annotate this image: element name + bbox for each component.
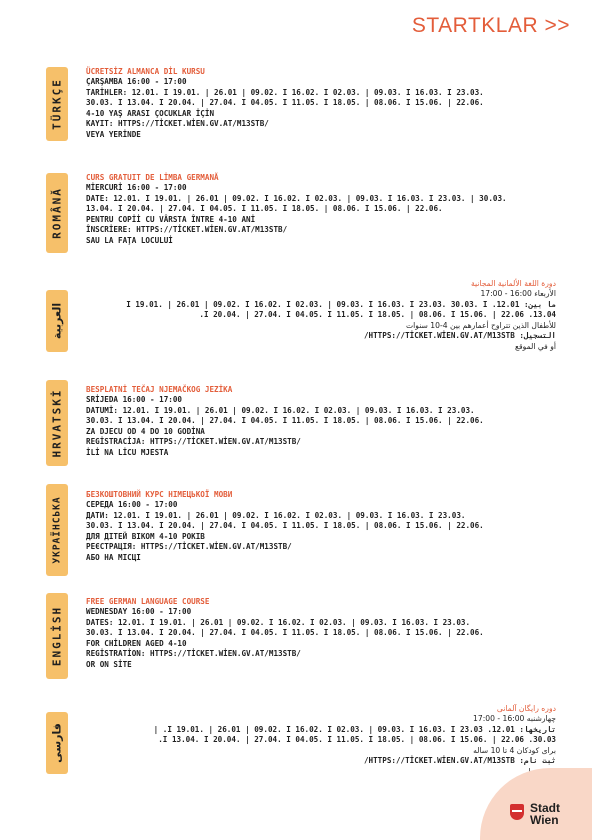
course-dates-cont: 13.04. I 20.04. | 27.04. I 04.05. I 11.05. I 18.05. | 08.06. I 15.06. | 22.06. bbox=[86, 204, 443, 213]
course-info bbox=[86, 67, 556, 140]
course-info bbox=[86, 385, 556, 458]
course-time: الأربعاء 16:00 - 17:00 bbox=[480, 289, 556, 298]
course-dates: ما بين: 12.01. I 19.01. | 26.01 | 09.02. I 16.02. I 02.03. | 09.03. I 16.03. I 23.03. 30.03. I bbox=[126, 299, 556, 309]
course-time: ÇARŞAMBA 16:00 - 17:00 bbox=[86, 77, 187, 86]
course-dates-cont: 30.03. I 13.04. I 20.04. | 27.04. I 04.05. I 11.05. I 18.05. | 08.06. I 15.06. | 22.06. bbox=[86, 628, 484, 637]
course-onsite bbox=[86, 767, 556, 778]
course-age: PENTRU COPİİ CU VÂRSTA ÎNTRE 4-10 ANİ bbox=[86, 214, 256, 224]
course-dates: ДАТИ: 12.01. I 19.01. | 26.01 | 09.02. I 16.02. I 02.03. | 09.03. I 16.03. I 23.03. bbox=[86, 510, 466, 520]
course-registration[interactable]: التسجيل: HTTPS://TİCKET.WİEN.GV.AT/M13STB/ bbox=[363, 331, 556, 340]
section-arabic bbox=[0, 276, 592, 374]
section-croatian bbox=[0, 382, 592, 480]
section-ukrainian bbox=[0, 488, 592, 586]
section-english bbox=[0, 594, 592, 692]
section-farsi bbox=[0, 700, 592, 798]
vienna-shield-icon bbox=[510, 804, 524, 820]
course-dates: DATE: 12.01. I 19.01. | 26.01 | 09.02. I 16.02. I 02.03. | 09.03. I 16.03. I 23.03. | 30.03. bbox=[86, 193, 507, 203]
course-onsite: АБО НА МІСЦІ bbox=[86, 552, 141, 562]
course-title: БЕЗКОШТОВНИЙ КУРС НІМЕЦЬКОЇ МОВИ bbox=[86, 490, 233, 499]
logo-text: Stadt Wien bbox=[530, 801, 560, 827]
course-onsite: SAU LA FAŢA LOCULUİ bbox=[86, 235, 173, 245]
section-romanian bbox=[0, 168, 592, 266]
course-info bbox=[86, 173, 556, 246]
course-age: برای کودکان 4 تا 10 ساله bbox=[473, 745, 556, 755]
course-info bbox=[86, 704, 556, 777]
course-registration[interactable]: REGİSTRATİON: HTTPS://TİCKET.WİEN.GV.AT/M13STB/ bbox=[86, 649, 301, 658]
language-tab-turkish: TÜRKÇE bbox=[46, 67, 68, 141]
course-registration[interactable]: ÎNSCRİERE: HTTPS://TİCKET.WİEN.GV.AT/M13STB/ bbox=[86, 225, 288, 234]
startklar-link[interactable]: STARTKLAR >> bbox=[411, 14, 570, 37]
course-dates-cont: 30.03. I 13.04. I 20.04. | 27.04. I 04.05. I 11.05. I 18.05. | 08.06. I 15.06. | 22.06. bbox=[158, 735, 556, 744]
course-registration[interactable]: ثبت نام: HTTPS://TİCKET.WİEN.GV.AT/M13STB/ bbox=[363, 756, 556, 765]
course-title: FREE GERMAN LANGUAGE COURSE bbox=[86, 597, 210, 606]
course-age: للأطفال الذين تتراوح أعمارهم بين 4-10 سنوات bbox=[406, 320, 556, 330]
course-info bbox=[86, 279, 556, 352]
course-age: ДЛЯ ДІТЕЙ ВІКОМ 4-10 РОКІВ bbox=[86, 531, 205, 541]
course-title: BESPLATNİ TEČAJ NJEMAČKOG JEZİKA bbox=[86, 385, 233, 394]
course-title: دورة اللغة الألمانية المجانية bbox=[470, 279, 556, 288]
course-time: چهارشنبه 16:00 - 17:00 bbox=[473, 714, 556, 723]
course-age: ZA DJECU OD 4 DO 10 GODİNA bbox=[86, 426, 205, 436]
course-dates-cont: 30.03. I 13.04. I 20.04. | 27.04. I 04.05. I 11.05. I 18.05. | 08.06. I 15.06. | 22.06. bbox=[86, 521, 484, 530]
course-dates-cont: 30.03. I 13.04. I 20.04. | 27.04. I 04.05. I 11.05. I 18.05. | 08.06. I 15.06. | 22.06. bbox=[86, 98, 484, 107]
course-onsite: VEYA YERİNDE bbox=[86, 129, 141, 139]
course-onsite: أو في الموقع bbox=[515, 341, 556, 351]
course-title: دوره رایگان آلمانی bbox=[496, 704, 556, 713]
course-age: 4-10 YAŞ ARASI ÇOCUKLAR İÇİN bbox=[86, 108, 215, 118]
course-dates: DATES: 12.01. I 19.01. | 26.01 | 09.02. I 16.02. I 02.03. | 09.03. I 16.03. I 23.03. bbox=[86, 617, 471, 627]
course-dates-cont: 30.03. I 13.04. I 20.04. | 27.04. I 04.05. I 11.05. I 18.05. | 08.06. I 15.06. | 22.06. bbox=[86, 416, 484, 425]
language-tab-english: ENGLİSH bbox=[46, 593, 68, 679]
course-time: MİERCURİ 16:00 - 17:00 bbox=[86, 183, 187, 192]
course-registration[interactable]: REGİSTRACİJA: HTTPS://TİCKET.WİEN.GV.AT/M13STB/ bbox=[86, 437, 301, 446]
section-turkish bbox=[0, 62, 592, 160]
course-title: CURS GRATUIT DE LİMBA GERMANĂ bbox=[86, 173, 219, 182]
course-dates: TARİHLER: 12.01. I 19.01. | 26.01 | 09.02. I 16.02. I 02.03. | 09.03. I 16.03. I 23.03. bbox=[86, 87, 484, 97]
language-tab-croatian: HRVATSKİ bbox=[46, 380, 68, 466]
course-title: ÜCRETSİZ ALMANCA DİL KURSU bbox=[86, 67, 205, 76]
language-tab-romanian: ROMÂNĂ bbox=[46, 173, 68, 253]
course-info bbox=[86, 490, 556, 563]
language-tab-arabic: العربية bbox=[46, 290, 68, 352]
course-info bbox=[86, 597, 556, 670]
course-time: WEDNESDAY 16:00 - 17:00 bbox=[86, 607, 192, 616]
course-registration[interactable]: KAYIT: HTTPS://TİCKET.WİEN.GV.AT/M13STB/ bbox=[86, 119, 269, 128]
course-dates-cont: 13.04. I 20.04. | 27.04. I 04.05. I 11.05. I 18.05. | 08.06. I 15.06. | 22.06. bbox=[199, 310, 556, 319]
course-onsite: OR ON SİTE bbox=[86, 659, 132, 669]
course-dates: تاریخها: 12.01. I 19.01. | 26.01 | 09.02. I 16.02. I 02.03. | 09.03. I 16.03. I 23.03. | bbox=[153, 724, 556, 734]
course-onsite: İLİ NA LİCU MJESTA bbox=[86, 447, 169, 457]
course-time: СЕРЕДА 16:00 - 17:00 bbox=[86, 500, 178, 509]
course-time: SRİJEDA 16:00 - 17:00 bbox=[86, 395, 183, 404]
course-age: FOR CHİLDREN AGED 4-10 bbox=[86, 638, 187, 648]
course-registration[interactable]: РЕЄСТРАЦІЯ: HTTPS://TİCKET.WİEN.GV.AT/M13STB/ bbox=[86, 542, 292, 551]
language-tab-farsi: فارسی bbox=[46, 712, 68, 774]
language-tab-ukrainian: УКРАЇНСЬКА bbox=[46, 484, 68, 576]
course-dates: DATUMİ: 12.01. I 19.01. | 26.01 | 09.02. I 16.02. I 02.03. | 09.03. I 16.03. I 23.03. bbox=[86, 405, 475, 415]
